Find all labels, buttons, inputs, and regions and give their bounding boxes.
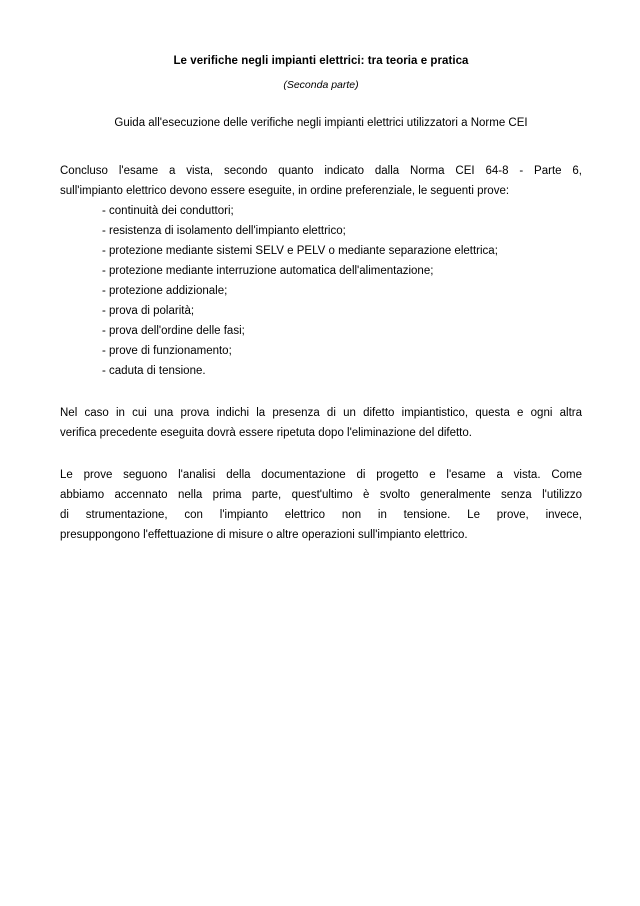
list-item: - resistenza di isolamento dell'impianto elettrico; [102, 225, 346, 237]
paragraph-difetto-line-1: Nel caso in cui una prova indichi la presenza di un difetto impiantistico, questa e ogni altra [60, 407, 582, 419]
paragraph-intro-line-1: Concluso l'esame a vista, secondo quanto indicato dalla Norma CEI 64-8 - Parte 6, [60, 165, 582, 177]
document-subtitle: (Seconda parte) [283, 79, 359, 91]
document-title: Le verifiche negli impianti elettrici: tra teoria e pratica [173, 55, 469, 67]
list-item: - prova dell'ordine delle fasi; [102, 325, 245, 337]
paragraph-prove-line-3: di strumentazione, con l'impianto elettrico non in tensione. Le prove, invece, [60, 509, 582, 521]
paragraph-prove [60, 443, 582, 545]
list-item: - prove di funzionamento; [102, 345, 232, 357]
paragraph-prove-line-1: Le prove seguono l'analisi della documentazione di progetto e l'esame a vista. Come [60, 469, 582, 481]
document-lead-line: Guida all'esecuzione delle verifiche negli impianti elettrici utilizzatori a Norme CEI [114, 117, 528, 129]
list-item: - caduta di tensione. [102, 365, 206, 377]
paragraph-difetto-line-2: verifica precedente eseguita dovrà essere ripetuta dopo l'eliminazione del difetto. [60, 427, 472, 439]
list-item: - protezione mediante sistemi SELV e PELV o mediante separazione elettrica; [102, 245, 498, 257]
document-content [60, 0, 582, 545]
prove-list [60, 201, 582, 381]
paragraph-prove-line-4: presuppongono l'effettuazione di misure o altre operazioni sull'impianto elettrico. [60, 529, 468, 541]
list-item: - protezione mediante interruzione automatica dell'alimentazione; [102, 265, 434, 277]
list-item: - continuità dei conduttori; [102, 205, 234, 217]
paragraph-intro [60, 132, 582, 201]
paragraph-prove-line-2: abbiamo accennato nella prima parte, quest'ultimo è svolto generalmente senza l'utilizzo [60, 489, 582, 501]
list-item: - prova di polarità; [102, 305, 195, 317]
paragraph-intro-line-2: sull'impianto elettrico devono essere eseguite, in ordine preferenziale, le seguenti prove: [60, 185, 510, 197]
list-item: - protezione addizionale; [102, 285, 228, 297]
paragraph-difetto [60, 381, 582, 443]
